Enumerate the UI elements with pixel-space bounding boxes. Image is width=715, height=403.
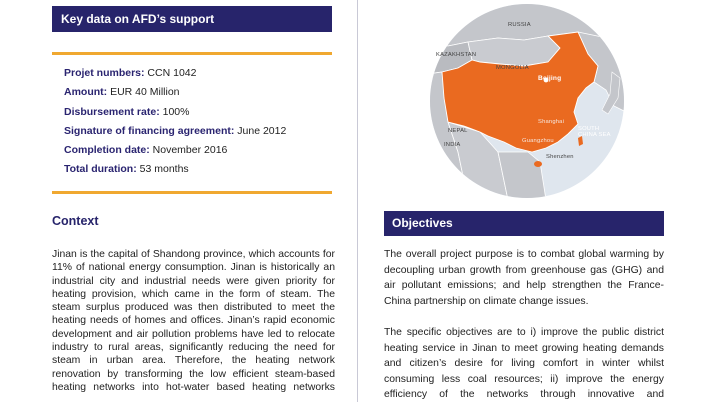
china-map bbox=[428, 2, 626, 200]
objectives-line: and citizen’s desire for living comfort in winter whilst bbox=[384, 358, 664, 370]
objectives-line: heating service in Jinan to meet growing heating demands bbox=[384, 342, 664, 354]
key-data-title: Key data on AFD’s support bbox=[52, 6, 332, 32]
map-label-kazakhstan: KAZAKHSTAN bbox=[436, 52, 477, 58]
objectives-line: air pollutant emissions; and help strengthen the France- bbox=[384, 280, 664, 292]
map-label-india: INDIA bbox=[444, 142, 461, 148]
key-data-row-amount: Amount: EUR 40 Million bbox=[64, 86, 180, 99]
context-line: heating needs of homes and offices. Jinan’s rapid economic bbox=[52, 315, 335, 327]
map-label-mongolia: MONGOLIA bbox=[496, 65, 529, 71]
objectives-line: efficiency of the networks through innovative and bbox=[384, 389, 664, 401]
hainan-area bbox=[534, 161, 542, 167]
context-line: industrial city and industrial needs were given priority for bbox=[52, 275, 335, 287]
objectives-line: China partnership on climate change issues. bbox=[384, 295, 589, 307]
context-line: 11% of national energy consumption. Jinan is historically an bbox=[52, 262, 335, 274]
key-data-row-project-number: Projet numbers: CCN 1042 bbox=[64, 67, 197, 79]
map-label-shanghai: Shanghai bbox=[538, 119, 565, 125]
key-data-bottom-rule bbox=[52, 191, 332, 194]
map-label-nepal: NEPAL bbox=[448, 128, 468, 134]
context-line: development and air pollution problems have led to relocate bbox=[52, 328, 335, 340]
objectives-line: decoupling urban growth from greenhouse gas (GHG) and bbox=[384, 264, 664, 276]
objectives-paragraph-2 bbox=[384, 325, 664, 403]
key-data-row-disbursement: Disbursement rate: 100% bbox=[64, 105, 190, 118]
objectives-paragraph-1 bbox=[384, 247, 664, 309]
key-data-row-signature: Signature of financing agreement: June 2012 bbox=[64, 124, 287, 137]
map-label-shenzhen: Shenzhen bbox=[546, 154, 574, 160]
context-line: heating networks into hot-water based heating networks bbox=[52, 381, 335, 393]
map-label-south-china-sea: SOUTH CHINA SEA bbox=[578, 126, 611, 138]
map-label-guangzhou: Guangzhou bbox=[522, 138, 554, 144]
key-data-list bbox=[64, 64, 286, 180]
objectives-title: Objectives bbox=[384, 211, 664, 236]
context-body bbox=[52, 248, 335, 394]
mongolia-area bbox=[468, 36, 560, 66]
objectives-line: The overall project purpose is to combat global warming by bbox=[384, 249, 664, 260]
map-label-russia: RUSSIA bbox=[508, 22, 531, 28]
context-line: Jinan is the capital of Shandong province, which accounts for bbox=[52, 249, 335, 260]
key-data-row-completion: Completion date: November 2016 bbox=[64, 144, 228, 157]
key-data-top-rule bbox=[52, 52, 332, 55]
china-map-graphic bbox=[428, 2, 626, 200]
map-label-beijing: Beijing bbox=[538, 75, 562, 82]
context-line: renovation by transforming the low efficient steam-based bbox=[52, 368, 335, 380]
context-title: Context bbox=[52, 214, 99, 228]
objectives-line: The specific objectives are to i) improve the public district bbox=[384, 327, 664, 338]
key-data-row-duration: Total duration: 53 months bbox=[64, 163, 189, 176]
context-line: industry to rural areas, significantly reducing the need for bbox=[52, 342, 335, 354]
objectives-line: consuming less coal resources; ii) improve the energy bbox=[384, 373, 664, 385]
context-line: heating provision, which came in the form of steam. The bbox=[52, 288, 335, 300]
context-line: steam surplus produced was then distributed to meet the bbox=[52, 302, 335, 314]
context-line: steam in urban area. Therefore, the heating network bbox=[52, 355, 335, 367]
column-divider bbox=[357, 0, 358, 402]
